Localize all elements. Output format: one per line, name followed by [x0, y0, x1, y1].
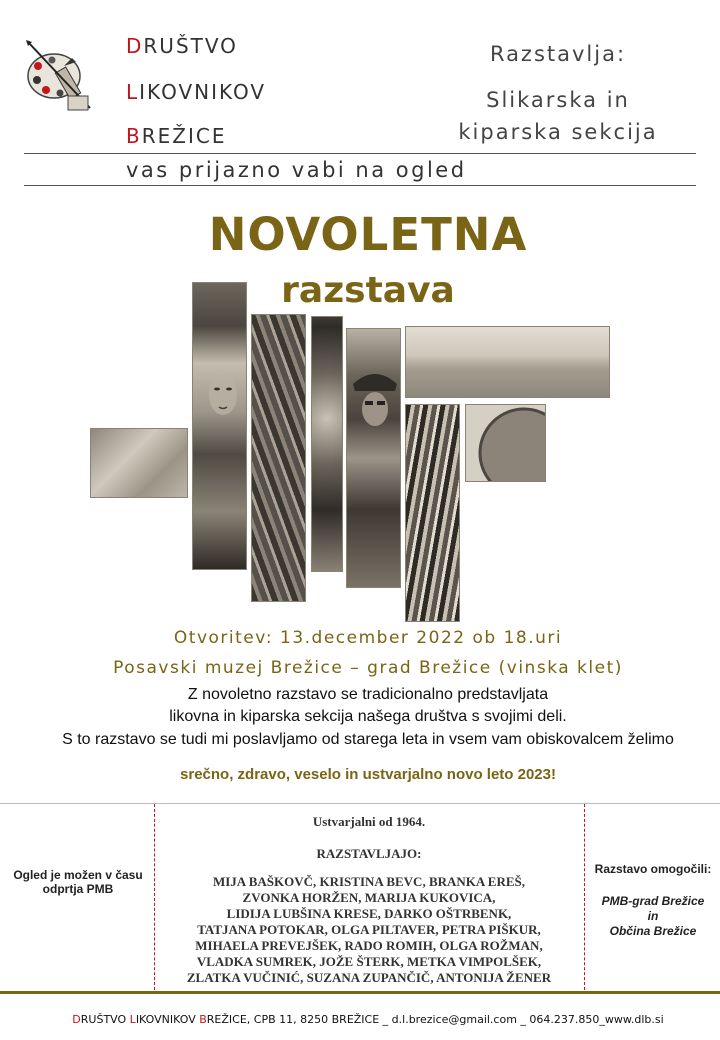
artwork-portrait-woman — [192, 282, 247, 570]
artwork-strip — [405, 404, 460, 622]
org-name-line-1: DRUŠTVO — [126, 34, 238, 58]
artist-line: TATJANA POTOKAR, OLGA PILTAVER, PETRA PIŠKUR, — [197, 922, 541, 937]
artwork-strip — [251, 314, 306, 602]
artwork-plate — [465, 404, 546, 482]
artwork-portrait-man — [346, 328, 401, 588]
new-year-wish: srečno, zdravo, veselo in ustvarjalno novo leto 2023! — [180, 766, 556, 783]
artist-line: MIHAELA PREVEJŠEK, RADO ROMIH, OLGA ROŽMAN, — [195, 938, 543, 953]
artist-line: ZLATKA VUČINIĆ, SUZANA ZUPANČIČ, ANTONIJA ŽENER — [186, 970, 552, 985]
body-line-1: Z novoletno razstavo se tradicionalno predstavljata — [187, 686, 549, 703]
since-year: Ustvarjalni od 1964. — [312, 814, 426, 829]
exhibits-label: Razstavlja: — [489, 42, 627, 66]
title-main: NOVOLETNA — [208, 208, 528, 261]
section-line-2: kiparska sekcija — [458, 120, 658, 144]
info-column-separator-right — [584, 804, 585, 990]
palette-logo-icon — [24, 38, 96, 114]
header-divider-top — [24, 153, 696, 154]
venue: Posavski muzej Brežice – grad Brežice (vinska klet) — [113, 658, 623, 678]
artwork-strip — [311, 316, 343, 572]
title-sub: razstava — [281, 270, 455, 311]
section-line-1: Slikarska in — [486, 88, 630, 112]
body-line-2: likovna in kiparska sekcija našega društva s svojimi deli. — [169, 708, 567, 725]
footer-contact: DRUŠTVO LIKOVNIKOV BREŽICE, CPB 11, 8250 BREŽICE _ d.l.brezice@gmail.com _ 064.237.850_www.dlb.si — [72, 1013, 664, 1026]
artist-line: MIJA BAŠKOVČ, KRISTINA BEVC, BRANKA EREŠ, — [212, 874, 526, 889]
footer-rule — [0, 991, 720, 994]
artist-line: LIDIJA LUBŠINA KRESE, DARKO OŠTRBENK, — [226, 906, 512, 921]
org-name-line-3: BREŽICE — [126, 124, 227, 148]
artists-list — [154, 874, 584, 986]
artwork-landscape — [405, 326, 610, 398]
viewing-info: Ogled je možen v času odprtja PMB — [13, 868, 143, 896]
body-line-3: S to razstavo se tudi mi poslavljamo od starega leta in vsem vam obiskovalcem želimo — [62, 731, 674, 748]
opening-time: Otvoritev: 13.december 2022 ob 18.uri — [173, 628, 563, 648]
invite-text: vas prijazno vabi na ogled — [126, 158, 467, 182]
sponsors-heading: Razstavo omogočili: — [594, 862, 712, 876]
exhibitors-heading: RAZSTAVLJAJO: — [316, 846, 422, 861]
artist-line: ZVONKA HORŽEN, MARIJA KUKOVICA, — [242, 890, 496, 905]
sponsors-list: PMB-grad Brežice in Občina Brežice — [601, 894, 705, 938]
artwork-strip — [90, 428, 188, 498]
org-name-line-2: LIKOVNIKOV — [126, 80, 267, 104]
artist-line: VLADKA SUMREK, JOŽE ŠTERK, METKA VIMPOLŠEK, — [196, 954, 542, 969]
info-divider — [0, 803, 720, 804]
header-divider-bottom — [24, 185, 696, 186]
